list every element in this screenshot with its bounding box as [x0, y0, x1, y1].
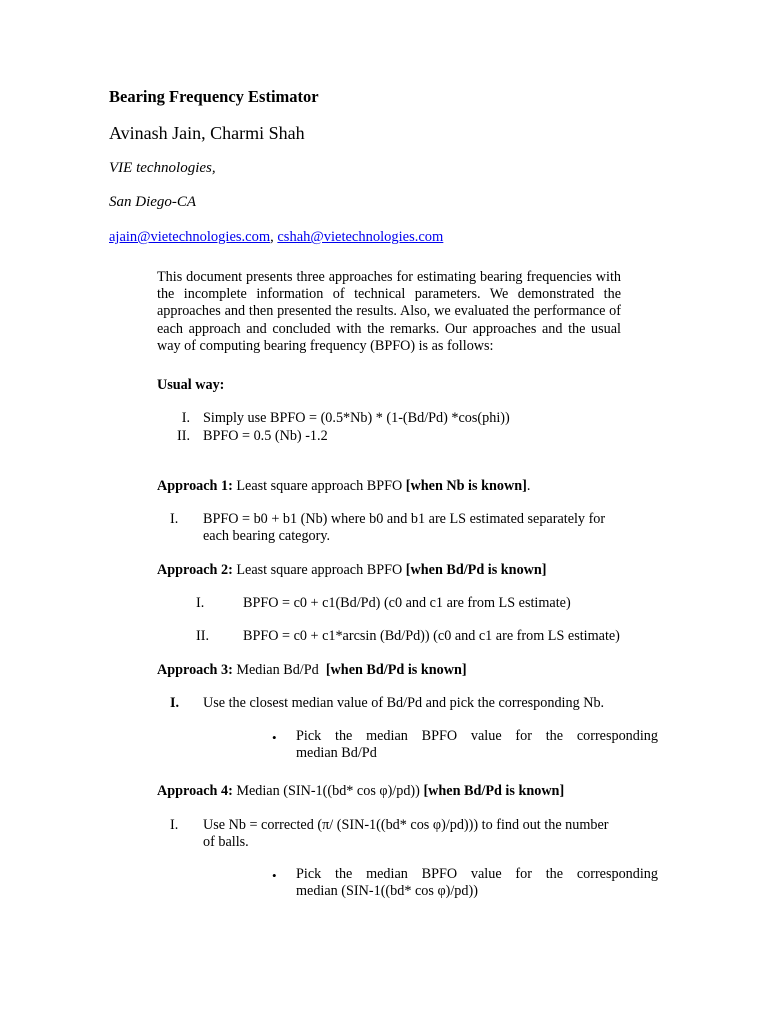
- approach-2-item-text: BPFO = c0 + c1*arcsin (Bd/Pd)) (c0 and c1 are from LS estimate): [243, 628, 620, 644]
- approach-2-item-num: I.: [196, 595, 205, 611]
- usual-item-text: Simply use BPFO = (0.5*Nb) * (1-(Bd/Pd) *cos(phi)): [203, 410, 510, 426]
- bullet-dot: •: [272, 868, 277, 883]
- abstract-line: the incomplete information of technical parameters. We demonstrated the: [157, 286, 621, 303]
- authors: Avinash Jain, Charmi Shah: [109, 123, 305, 143]
- approach-1-item-line: each bearing category.: [203, 528, 331, 544]
- approach-1-condition: [when Nb is known]: [405, 478, 527, 494]
- approach-4-condition: [when Bd/Pd is known]: [423, 783, 565, 799]
- usual-item-text: BPFO = 0.5 (Nb) -1.2: [203, 428, 328, 444]
- approach-1-heading: [157, 478, 530, 495]
- approach-3-condition: [when Bd/Pd is known]: [325, 662, 467, 678]
- abstract-line: approaches and then presented the results. Also, we evaluated the performance of: [157, 303, 621, 320]
- abstract-paragraph: [157, 269, 621, 355]
- approach-3-bullet-line: median Bd/Pd: [296, 745, 377, 762]
- approach-3-bullet-text: [296, 728, 658, 762]
- approach-2-text: Least square approach BPFO: [232, 562, 406, 578]
- approach-4-item-num: I.: [170, 817, 179, 833]
- approach-3-item-text: Use the closest median value of Bd/Pd and pick the corresponding Nb.: [203, 695, 605, 711]
- usual-way-heading: Usual way:: [157, 377, 225, 393]
- approach-3-heading: [157, 662, 467, 679]
- usual-item: [160, 428, 328, 445]
- email-link-ajain[interactable]: ajain@vietechnologies.com: [109, 229, 271, 245]
- usual-item: [160, 410, 510, 427]
- approach-1-tail: .: [526, 478, 531, 494]
- email-line: [109, 229, 443, 246]
- abstract-line: This document presents three approaches for estimating bearing frequencies with: [157, 269, 621, 285]
- abstract-line: way of computing bearing frequency (BPFO) is as follows:: [157, 337, 494, 354]
- approach-4-bullet-line: median (SIN-1((bd* cos φ)/pd)): [296, 883, 478, 900]
- document-title: Bearing Frequency Estimator: [109, 87, 319, 106]
- approach-2-heading: [157, 562, 547, 579]
- approach-4-text: Median (SIN-1((bd* cos φ)/pd)): [232, 783, 424, 799]
- approach-4-heading: [157, 783, 564, 800]
- approach-1-label: Approach 1:: [157, 478, 233, 494]
- approach-4-bullet-line: Pick the median BPFO value for the corresponding: [296, 866, 658, 882]
- usual-item-num: I.: [181, 410, 190, 426]
- approach-3-text: Median Bd/Pd: [232, 662, 326, 678]
- approach-3-item-num: I.: [170, 695, 180, 711]
- email-link-cshah[interactable]: cshah@vietechnologies.com: [277, 229, 444, 245]
- approach-3-label: Approach 3:: [157, 662, 233, 678]
- abstract-line: each approach and concluded with the remarks. Our approaches and the usual: [157, 320, 621, 337]
- approach-3-bullet-line: Pick the median BPFO value for the corresponding: [296, 728, 658, 744]
- email-separator: ,: [270, 229, 274, 245]
- bullet-dot: •: [272, 730, 277, 745]
- approach-1-item-line: BPFO = b0 + b1 (Nb) where b0 and b1 are LS estimated separately for: [203, 511, 606, 527]
- approach-2-label: Approach 2:: [157, 562, 233, 578]
- approach-4-label: Approach 4:: [157, 783, 233, 799]
- approach-1-text: Least square approach BPFO: [232, 478, 406, 494]
- approach-4-item-line: of balls.: [203, 834, 249, 850]
- approach-1-item-num: I.: [170, 511, 179, 527]
- approach-2-condition: [when Bd/Pd is known]: [405, 562, 547, 578]
- approach-2-item-num: II.: [196, 628, 209, 644]
- affiliation: VIE technologies,: [109, 160, 216, 176]
- usual-item-num: II.: [177, 428, 190, 444]
- approach-4-bullet-text: [296, 866, 658, 900]
- location: San Diego-CA: [109, 194, 197, 210]
- approach-2-item-text: BPFO = c0 + c1(Bd/Pd) (c0 and c1 are from LS estimate): [243, 595, 571, 611]
- approach-4-item-line: Use Nb = corrected (π/ (SIN-1((bd* cos φ)/pd))) to find out the number: [203, 817, 609, 833]
